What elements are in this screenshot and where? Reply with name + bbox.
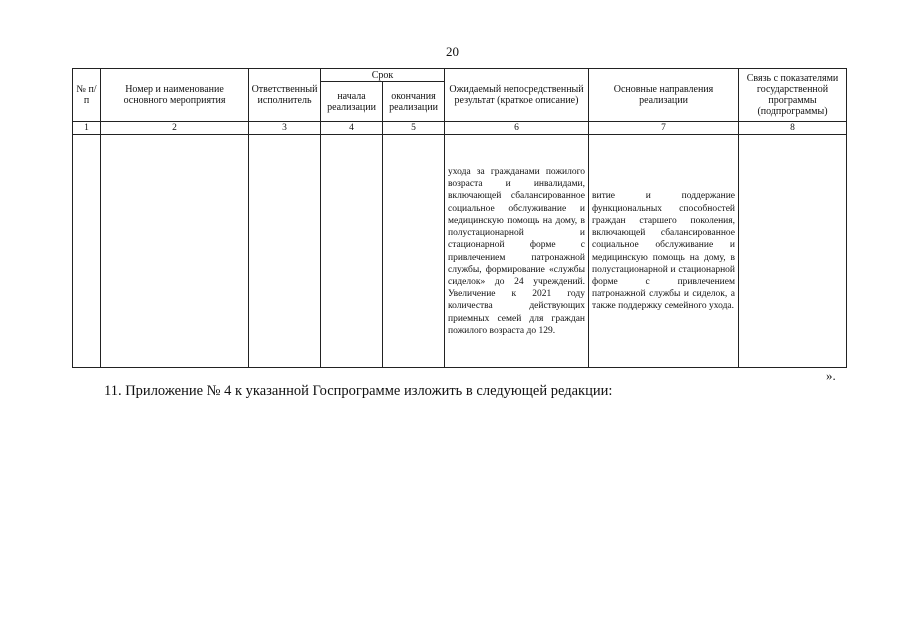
measures-table bbox=[72, 68, 847, 368]
cell-directions: витие и поддержание функциональных способностей граждан старшего поколения, включающей сбалансированное социальное обслуживание и медицинскую помощь на дому, в полустационарной и стационарной форме с привлечением патронажной службы и сиделок, а также поддержку семейного ухода. bbox=[589, 135, 739, 368]
column-number: 3 bbox=[249, 122, 321, 135]
column-number: 5 bbox=[383, 122, 445, 135]
table-row bbox=[73, 135, 847, 368]
cell-link bbox=[739, 135, 847, 368]
column-number: 4 bbox=[321, 122, 383, 135]
item-11-text: 11. Приложение № 4 к указанной Госпрограмме изложить в следующей редакции: bbox=[104, 383, 613, 399]
column-numbers-row bbox=[73, 122, 847, 135]
cell-end bbox=[383, 135, 445, 368]
header-term-start: начала реализации bbox=[321, 82, 383, 122]
cell-responsible bbox=[249, 135, 321, 368]
page-number: 20 bbox=[446, 44, 459, 59]
header-link: Связь с показателями государственной программы (подпрограммы) bbox=[739, 69, 847, 122]
column-number: 2 bbox=[101, 122, 249, 135]
header-term: Срок bbox=[321, 69, 445, 82]
column-number: 7 bbox=[589, 122, 739, 135]
header-responsible: Ответственный исполнитель bbox=[249, 69, 321, 122]
header-result: Ожидаемый непосредственный результат (краткое описание) bbox=[445, 69, 589, 122]
cell-result: ухода за гражданами пожилого возраста и инвалидами, включающей сбалансированное социальное обслуживание и медицинскую помощь на дому, в полустационарной и стационарной форме с привлечением патронажной службы, формирование «службы сиделок» до 24 учреждений. Увеличение к 2021 году количества действующих приемных семей для граждан пожилого возраста до 129. bbox=[445, 135, 589, 368]
table-header-row bbox=[73, 69, 847, 82]
cell-start bbox=[321, 135, 383, 368]
header-term-end: окончания реализации bbox=[383, 82, 445, 122]
column-number: 6 bbox=[445, 122, 589, 135]
header-directions: Основные направления реализации bbox=[589, 69, 739, 122]
column-number: 1 bbox=[73, 122, 101, 135]
closing-quote: ». bbox=[826, 368, 836, 383]
cell-name bbox=[101, 135, 249, 368]
cell-num bbox=[73, 135, 101, 368]
header-num: № п/п bbox=[73, 69, 101, 122]
column-number: 8 bbox=[739, 122, 847, 135]
header-name: Номер и наименование основного мероприятия bbox=[101, 69, 249, 122]
